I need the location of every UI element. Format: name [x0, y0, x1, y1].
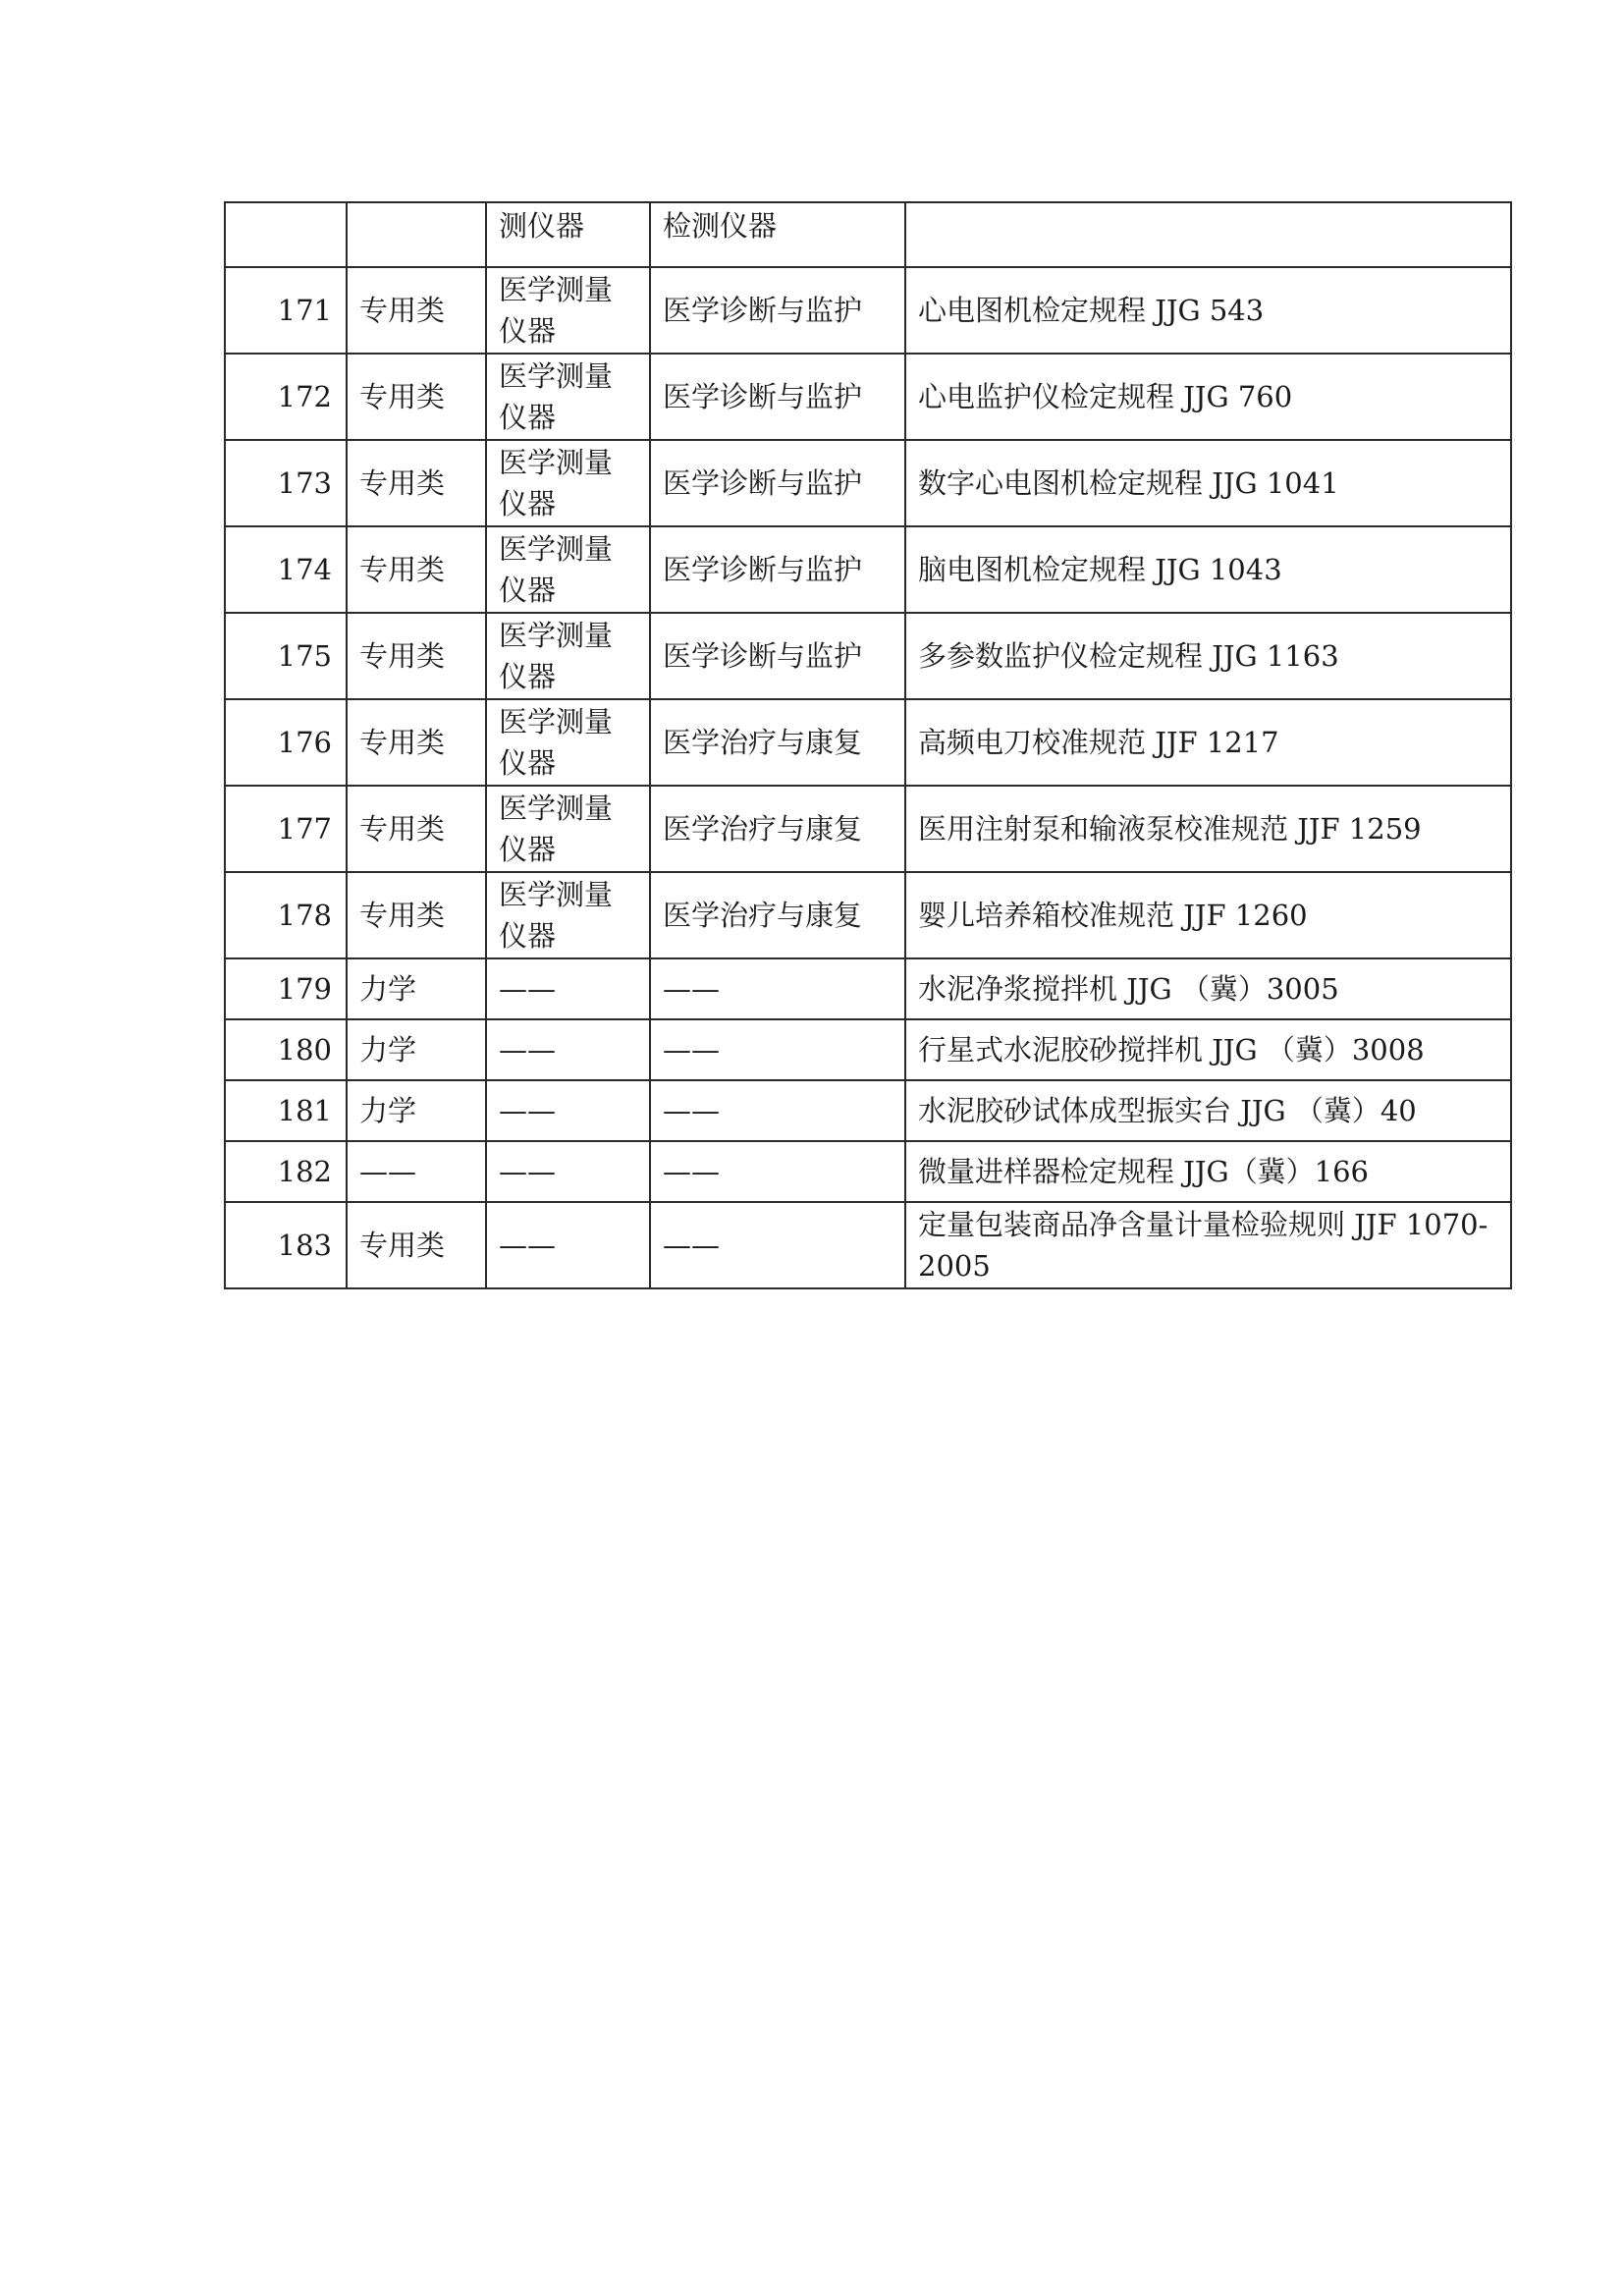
- cell-subcategory: 医学测量仪器: [486, 699, 650, 786]
- cell-type: 医学诊断与监护: [650, 267, 905, 354]
- cell-name: 定量包装商品净含量计量检验规则 JJF 1070-2005: [905, 1202, 1511, 1288]
- table-row-continuation: [225, 202, 1511, 267]
- table-row: [225, 613, 1511, 699]
- cell-subcategory: ——: [486, 1141, 650, 1202]
- table-row: [225, 1202, 1511, 1288]
- cell-type: ——: [650, 958, 905, 1019]
- cell-subcategory: 医学测量仪器: [486, 786, 650, 872]
- cell-category: 专用类: [347, 354, 486, 440]
- table-row: [225, 354, 1511, 440]
- cell-num: 180: [225, 1019, 347, 1080]
- table-row: [225, 699, 1511, 786]
- cell-category: 力学: [347, 958, 486, 1019]
- cell-subcategory: 医学测量仪器: [486, 440, 650, 526]
- cell-name: 医用注射泵和输液泵校准规范 JJF 1259: [905, 786, 1511, 872]
- cell-category: 专用类: [347, 872, 486, 958]
- cell-subcategory: ——: [486, 1080, 650, 1141]
- cell-name: 脑电图机检定规程 JJG 1043: [905, 526, 1511, 613]
- cell-subcategory: 医学测量仪器: [486, 872, 650, 958]
- cell-num: 174: [225, 526, 347, 613]
- table-row: [225, 526, 1511, 613]
- cell-subcategory: ——: [486, 1202, 650, 1288]
- cell-name: 微量进样器检定规程 JJG（冀）166: [905, 1141, 1511, 1202]
- cell-type: 医学治疗与康复: [650, 699, 905, 786]
- cell-category: 专用类: [347, 1202, 486, 1288]
- cell-type: 医学诊断与监护: [650, 354, 905, 440]
- cell-subcategory: 医学测量仪器: [486, 267, 650, 354]
- cell-subcategory: 测仪器: [486, 202, 650, 267]
- cell-category: 专用类: [347, 267, 486, 354]
- cell-name: [905, 202, 1511, 267]
- cell-name: 心电图机检定规程 JJG 543: [905, 267, 1511, 354]
- table-row: [225, 872, 1511, 958]
- cell-category: 专用类: [347, 526, 486, 613]
- cell-num: 177: [225, 786, 347, 872]
- cell-subcategory: 医学测量仪器: [486, 354, 650, 440]
- metrology-spec-table: [224, 201, 1512, 1289]
- cell-subcategory: 医学测量仪器: [486, 526, 650, 613]
- cell-name: 婴儿培养箱校准规范 JJF 1260: [905, 872, 1511, 958]
- table-row: [225, 1141, 1511, 1202]
- cell-num: 179: [225, 958, 347, 1019]
- cell-name: 多参数监护仪检定规程 JJG 1163: [905, 613, 1511, 699]
- cell-num: [225, 202, 347, 267]
- cell-category: 力学: [347, 1080, 486, 1141]
- cell-subcategory: ——: [486, 958, 650, 1019]
- table-row: [225, 440, 1511, 526]
- cell-num: 181: [225, 1080, 347, 1141]
- cell-num: 178: [225, 872, 347, 958]
- cell-type: 医学诊断与监护: [650, 440, 905, 526]
- cell-num: 171: [225, 267, 347, 354]
- cell-subcategory: 医学测量仪器: [486, 613, 650, 699]
- cell-type: 医学治疗与康复: [650, 872, 905, 958]
- table-row: [225, 1019, 1511, 1080]
- cell-type: 医学治疗与康复: [650, 786, 905, 872]
- cell-name: 数字心电图机检定规程 JJG 1041: [905, 440, 1511, 526]
- table-row: [225, 958, 1511, 1019]
- cell-type: ——: [650, 1019, 905, 1080]
- cell-name: 水泥净浆搅拌机 JJG （冀）3005: [905, 958, 1511, 1019]
- cell-name: 心电监护仪检定规程 JJG 760: [905, 354, 1511, 440]
- cell-type: ——: [650, 1080, 905, 1141]
- cell-num: 173: [225, 440, 347, 526]
- cell-type: 检测仪器: [650, 202, 905, 267]
- cell-type: ——: [650, 1141, 905, 1202]
- cell-type: 医学诊断与监护: [650, 526, 905, 613]
- cell-category: 专用类: [347, 613, 486, 699]
- cell-num: 176: [225, 699, 347, 786]
- cell-num: 175: [225, 613, 347, 699]
- cell-category: 专用类: [347, 786, 486, 872]
- cell-category: 专用类: [347, 699, 486, 786]
- cell-type: 医学诊断与监护: [650, 613, 905, 699]
- cell-category: 专用类: [347, 440, 486, 526]
- table-row: [225, 1080, 1511, 1141]
- cell-name: 水泥胶砂试体成型振实台 JJG （冀）40: [905, 1080, 1511, 1141]
- cell-num: 183: [225, 1202, 347, 1288]
- table-row: [225, 786, 1511, 872]
- cell-category: 力学: [347, 1019, 486, 1080]
- cell-num: 182: [225, 1141, 347, 1202]
- cell-type: ——: [650, 1202, 905, 1288]
- cell-category: ——: [347, 1141, 486, 1202]
- cell-subcategory: ——: [486, 1019, 650, 1080]
- table-row: [225, 267, 1511, 354]
- table-body: [225, 202, 1511, 1288]
- cell-category: [347, 202, 486, 267]
- cell-name: 行星式水泥胶砂搅拌机 JJG （冀）3008: [905, 1019, 1511, 1080]
- cell-name: 高频电刀校准规范 JJF 1217: [905, 699, 1511, 786]
- cell-num: 172: [225, 354, 347, 440]
